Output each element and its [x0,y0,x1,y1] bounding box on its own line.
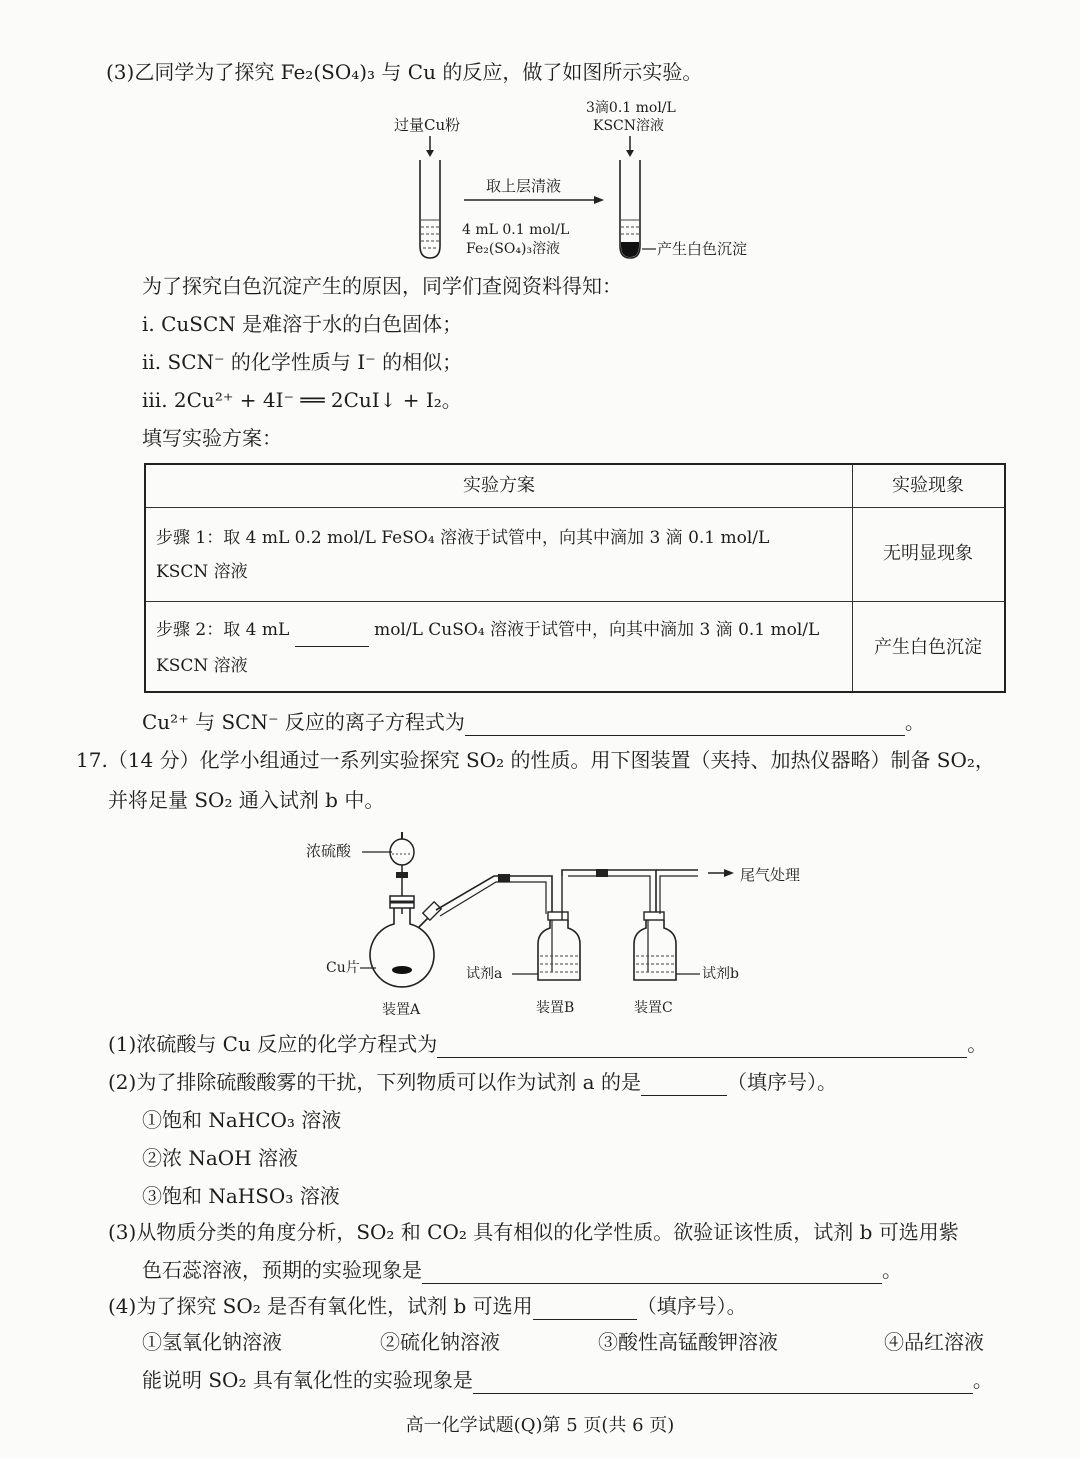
device-c-label: 装置C [634,1000,673,1016]
device-b-label: 装置B [536,1000,575,1016]
info-1: ⅰ. CuSCN 是难溶于水的白色固体； [142,312,463,336]
kscn-label-2: KSCN溶液 [593,118,665,134]
q17-part3-prompt: 色石蕊溶液，预期的实验现象是 [142,1258,422,1282]
q17-part3-line2 [142,1256,902,1284]
left-test-tube [420,160,440,258]
info-2: ⅱ. SCN⁻ 的化学性质与 I⁻ 的相似； [142,350,463,374]
step1-line1: 步骤 1：取 4 mL 0.2 mol/L FeSO₄ 溶液于试管中，向其中滴加 3 滴 0.1 mol/L [156,528,770,548]
q17-part1-prompt: (1)浓硫酸与 Cu 反应的化学方程式为 [108,1032,438,1056]
period: 。 [967,1032,988,1056]
q17-part1-blank[interactable] [437,1035,967,1058]
q17-choice-1: ①氢氧化钠溶液 [142,1330,282,1354]
info-3: ⅲ. 2Cu²⁺ + 4I⁻ ══ 2CuI↓ + I₂。 [142,388,462,412]
step2-concentration-blank[interactable] [295,626,369,647]
q17-part4 [108,1292,747,1320]
q17-option-2: ②浓 NaOH 溶液 [142,1146,298,1170]
reagent-a-label: 试剂a [466,966,503,982]
q17-option-1: ①饱和 NaHCO₃ 溶液 [142,1108,342,1132]
kscn-label-1: 3滴0.1 mol/L [586,100,676,116]
apparatus-figure [300,824,820,1024]
q17-part2-tail: （填序号）。 [726,1070,837,1094]
bottle-b [538,920,580,980]
step2-prefix: 步骤 2：取 4 mL [156,620,290,640]
q17-part2-blank[interactable] [641,1073,727,1096]
q17-part3-line1: (3)从物质分类的角度分析，SO₂ 和 CO₂ 具有相似的化学性质。欲验证该性质，试剂 b 可选用紫 [108,1220,959,1244]
cu-piece-label: Cu片 [326,960,360,976]
device-a-label: 装置A [382,1002,421,1018]
period: 。 [972,1368,993,1392]
reagent-b-label: 试剂b [702,966,739,982]
q17-part3-blank[interactable] [422,1261,882,1284]
experiment-table [144,463,1006,693]
ionic-equation-line [142,708,925,736]
q17-choice-3: ③酸性高锰酸钾溶液 [598,1330,778,1354]
step1-observation: 无明显现象 [883,543,973,564]
q16-3-intro: (3)乙同学为了探究 Fe₂(SO₄)₃ 与 Cu 的反应，做了如图所示实验。 [106,60,703,84]
q17-part1 [108,1030,987,1058]
acid-label: 浓硫酸 [306,842,352,860]
q17-part5-blank[interactable] [473,1371,973,1394]
white-precipitate [621,242,639,257]
q17-part5 [142,1366,993,1394]
period: 。 [882,1258,902,1282]
q17-part2-prompt: (2)为了排除硫酸酸雾的干扰，下列物质可以作为试剂 a 的是 [108,1070,641,1094]
q17-part4-tail: （填序号）。 [636,1294,747,1318]
page-footer: 高一化学试题(Q)第 5 页(共 6 页) [405,1415,675,1436]
cu-piece [392,966,412,974]
q17-line2: 并将足量 SO₂ 通入试剂 b 中。 [108,788,385,812]
table-header-observation: 实验现象 [892,475,964,496]
round-bottom-flask [370,908,434,987]
period: 。 [904,710,925,734]
step1-line2: KSCN 溶液 [156,562,248,582]
solution-label-2: Fe₂(SO₄)₃溶液 [466,241,561,257]
q17-part5-prompt: 能说明 SO₂ 具有氧化性的实验现象是 [142,1368,473,1392]
test-tube-figure [380,96,780,266]
ionic-equation-prompt: Cu²⁺ 与 SCN⁻ 反应的离子方程式为 [142,710,465,734]
q17-part4-prompt: (4)为了探究 SO₂ 是否有氧化性，试剂 b 可选用 [108,1294,533,1318]
exhaust-label: 尾气处理 [740,866,801,884]
q17-part4-blank[interactable] [533,1297,637,1320]
q17-option-3: ③饱和 NaHSO₃ 溶液 [142,1184,340,1208]
separatory-funnel [390,839,414,865]
fill-prompt: 填写实验方案： [142,426,282,450]
cu-powder-label: 过量Cu粉 [394,116,461,134]
q17-choice-2: ②硫化钠溶液 [380,1330,500,1354]
table-header-plan: 实验方案 [463,475,535,496]
solution-label-1: 4 mL 0.1 mol/L [462,222,570,238]
q17-choice-4: ④品红溶液 [884,1330,984,1354]
lookup-text: 为了探究白色沉淀产生的原因，同学们查阅资料得知： [142,274,622,298]
ionic-equation-blank[interactable] [465,713,905,736]
arrow-label: 取上层清液 [486,177,562,195]
step2-suffix: mol/L CuSO₄ 溶液于试管中，向其中滴加 3 滴 0.1 mol/L [374,620,820,640]
step2-line2: KSCN 溶液 [156,656,248,676]
q17-part2 [108,1068,837,1096]
step2-line1 [156,613,819,647]
step2-observation: 产生白色沉淀 [874,637,982,658]
precipitate-label: 产生白色沉淀 [657,240,748,258]
q17-line1: 17.（14 分）化学小组通过一系列实验探究 SO₂ 的性质。用下图装置（夹持、加热仪器略）制备 SO₂， [76,748,995,772]
bottle-c [634,920,676,980]
